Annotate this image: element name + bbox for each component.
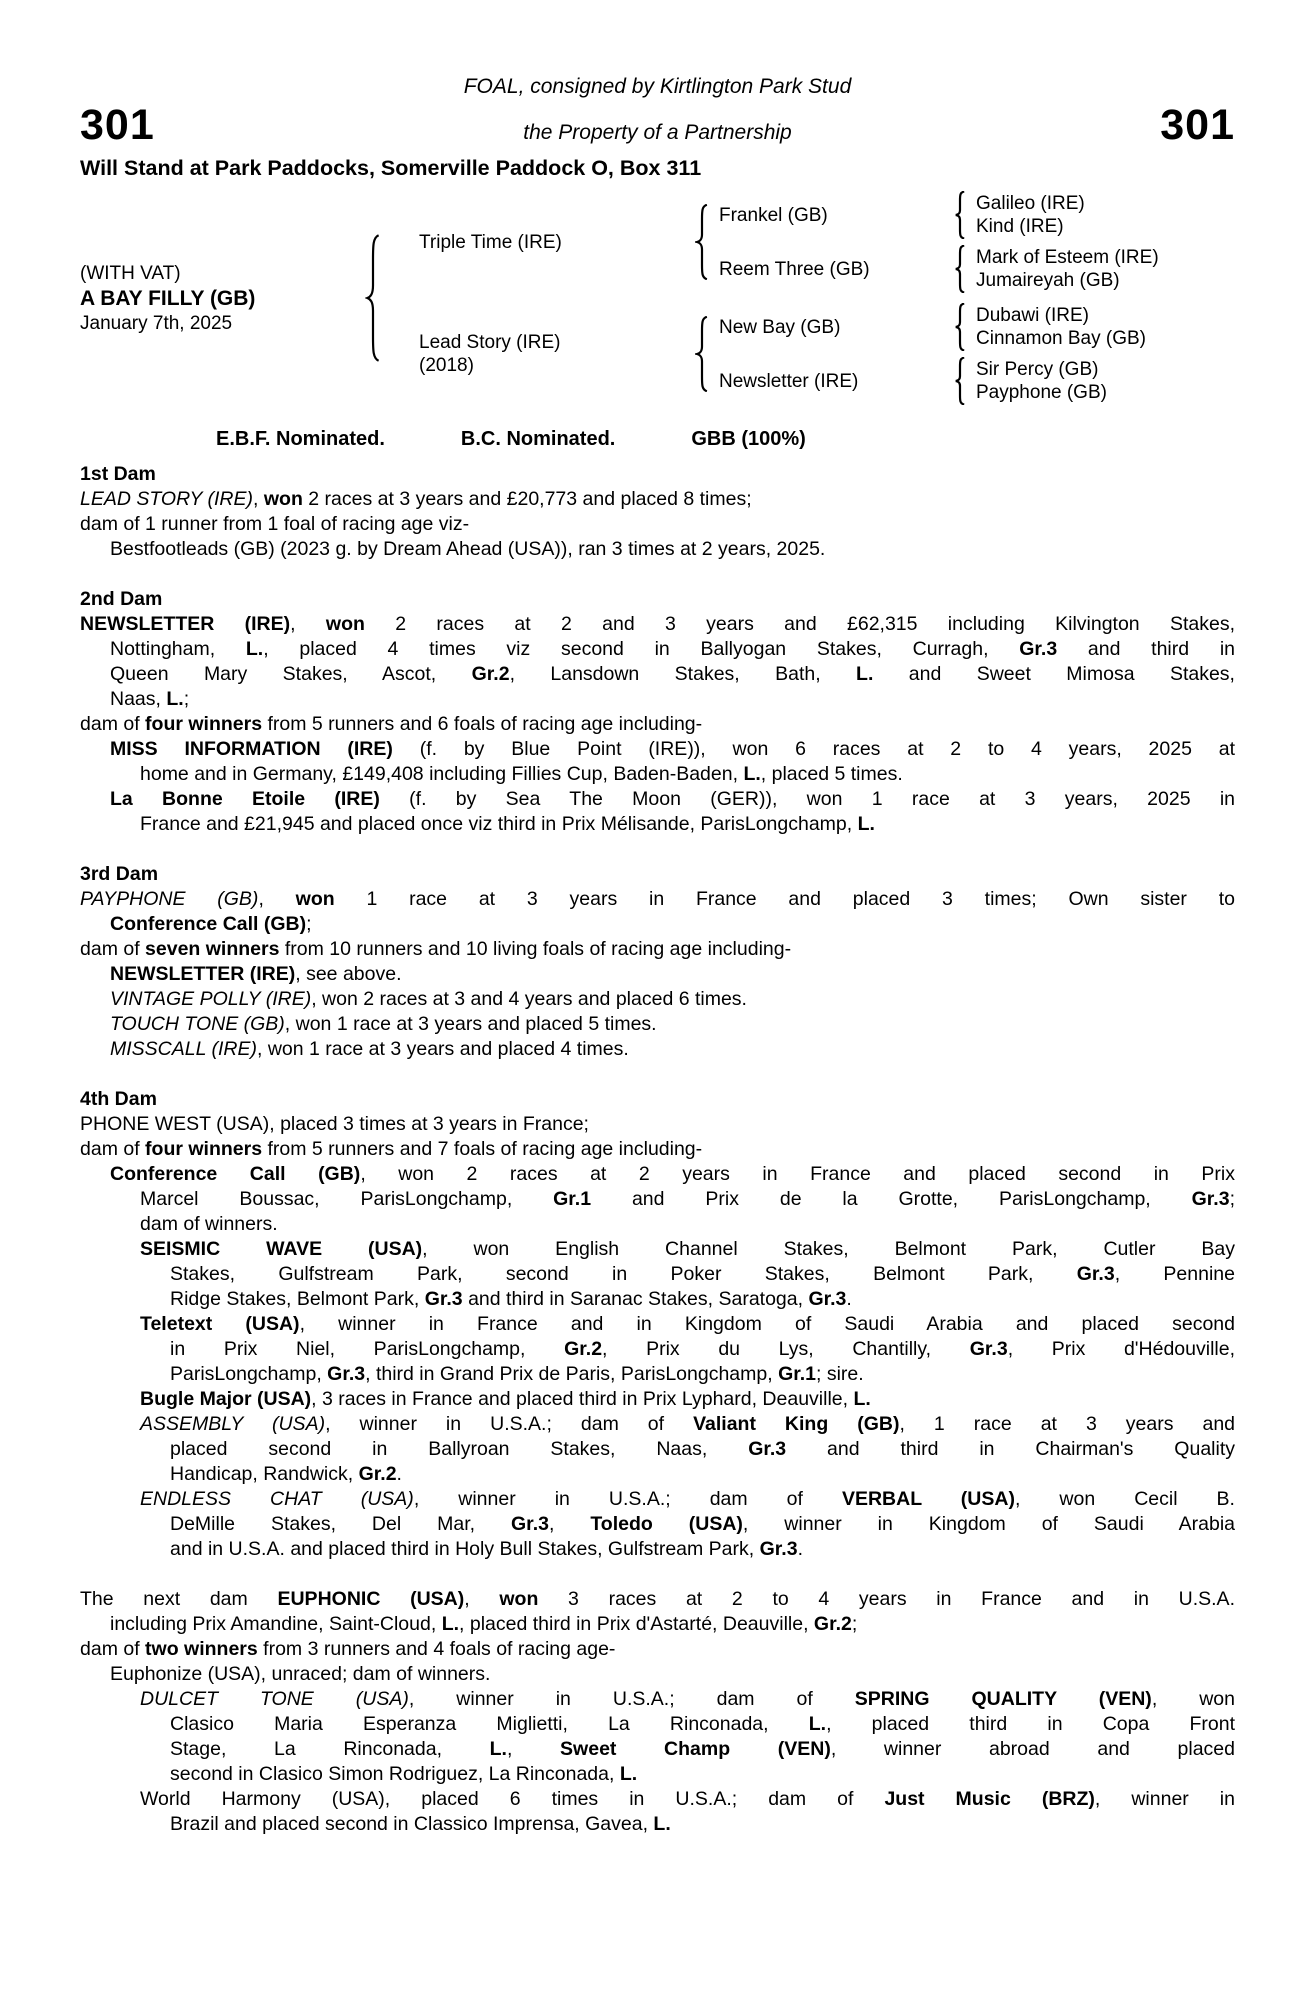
text-line [80, 1587, 1235, 1612]
brace-icon [695, 316, 709, 392]
text-line [80, 1312, 1235, 1337]
text-segment: La Bonne Etoile (IRE) [110, 788, 380, 810]
text-segment: Sweet Champ (VEN) [560, 1738, 831, 1760]
sire-name [395, 231, 695, 254]
text-segment: , see above. [295, 963, 402, 985]
vat-note: (WITH VAT) [80, 262, 181, 284]
text-segment: and third in Saranac Stakes, Saratoga, [462, 1288, 809, 1310]
text-segment: VINTAGE POLLY (IRE) [110, 988, 312, 1010]
text-segment: including Prix Amandine, Saint-Cloud, [110, 1613, 442, 1635]
text-line [80, 1762, 1235, 1787]
subject-horse-name: A BAY FILLY (GB) [80, 286, 256, 310]
text-segment: dam of [80, 713, 146, 735]
text-segment: , [506, 1738, 561, 1760]
ancestor-name: Kind (IRE) [976, 216, 1064, 237]
text-segment: Conference Call (GB) [110, 913, 307, 935]
text-segment: Marcel Boussac, ParisLongchamp, [140, 1188, 554, 1210]
text-segment: from 5 runners and 6 foals of racing age including- [262, 713, 703, 735]
text-segment: from 10 runners and 10 living foals of racing age including- [279, 938, 792, 960]
dam-dam-parents [976, 358, 1107, 404]
text-segment: , winner in U.S.A.; dam of [408, 1688, 855, 1710]
dam-dam-branch [719, 357, 1146, 405]
text-line [80, 1662, 1235, 1687]
brace-icon [365, 234, 381, 362]
text-segment: , [258, 888, 296, 910]
ancestor-name: Dubawi (IRE) [976, 305, 1089, 326]
text-line [80, 612, 1235, 637]
text-segment: two winners [145, 1638, 258, 1660]
gbb-label: GBB (100%) [691, 428, 806, 450]
section-heading: 2nd Dam [80, 588, 163, 610]
text-line [80, 1187, 1235, 1212]
ancestor-name: Payphone (GB) [976, 382, 1107, 403]
text-segment: dam of [80, 1138, 146, 1160]
text-line [80, 1112, 1235, 1137]
text-segment: L. [245, 638, 264, 660]
text-line [80, 962, 1235, 987]
text-segment: The next dam [80, 1588, 278, 1610]
text-segment: , won [1151, 1688, 1235, 1710]
text-segment: Teletext (USA) [140, 1313, 300, 1335]
text-line [80, 537, 1235, 562]
text-segment: Gr.3 [511, 1513, 549, 1535]
dam-name [395, 331, 695, 377]
sire-parents [719, 191, 1159, 293]
brace-icon [954, 191, 966, 239]
dam-parents [719, 303, 1146, 405]
text-segment: 3 races at 2 to 4 years in France and in U.S.A. [538, 1588, 1235, 1610]
text-segment: and third in Chairman's Quality [786, 1438, 1236, 1460]
dam-dam-name: Newsletter (IRE) [719, 370, 859, 392]
text-segment: home and in Germany, £149,408 including Fillies Cup, Baden-Baden, [140, 763, 744, 785]
bc-nominated-label: B.C. Nominated. [460, 428, 616, 450]
text-segment: L. [856, 663, 874, 685]
dam-sire-name: New Bay (GB) [719, 316, 841, 338]
text-segment: Gr.3 [808, 1288, 847, 1310]
sire-sire-name: Frankel (GB) [719, 204, 828, 226]
text-segment: in Prix Niel, ParisLongchamp, [170, 1338, 565, 1360]
text-line [80, 737, 1235, 762]
text-segment: from 5 runners and 7 foals of racing age including- [262, 1138, 703, 1160]
sire-branch [395, 191, 1159, 293]
text-segment: 2 races at 3 years and £20,773 and placed 8 times; [302, 488, 752, 510]
text-segment: , winner in Kingdom of Saudi Arabia [742, 1513, 1236, 1535]
consignor-line: FOAL, consigned by Kirtlington Park Stud [463, 75, 852, 98]
text-segment: from 3 runners and 4 foals of racing age- [257, 1638, 616, 1660]
text-segment: Gr.1 [778, 1363, 817, 1385]
text-segment: SEISMIC WAVE (USA) [140, 1238, 423, 1260]
text-segment: , [464, 1588, 500, 1610]
text-line [80, 487, 1235, 512]
text-segment: Bestfootleads (GB) (2023 g. by Dream Ahead (USA)), ran 3 times at 2 years, 2025. [110, 538, 826, 560]
text-line [80, 1362, 1235, 1387]
stand-location-line: Will Stand at Park Paddocks, Somerville Paddock O, Box 311 [80, 156, 702, 180]
text-line [80, 1687, 1235, 1712]
ancestor-name: Mark of Esteem (IRE) [976, 247, 1159, 268]
text-segment: , 3 races in France and placed third in Prix Lyphard, Deauville, [311, 1388, 854, 1410]
text-segment: , placed third in Copa Front [826, 1713, 1235, 1735]
dam-year-text: (2018) [419, 355, 474, 376]
text-segment: Gr.1 [553, 1188, 592, 1210]
text-line [80, 687, 1235, 712]
text-segment: Stakes, Gulfstream Park, second in Poker Stakes, Belmont Park, [170, 1263, 1077, 1285]
text-line [80, 1137, 1235, 1162]
text-line [80, 937, 1235, 962]
text-segment: , Prix du Lys, Chantilly, [602, 1338, 970, 1360]
text-segment: , winner in U.S.A.; dam of [413, 1488, 842, 1510]
ancestor-name: Sir Percy (GB) [976, 359, 1099, 380]
text-segment: France and £21,945 and placed once viz third in Prix Mélisande, ParisLongchamp, [140, 813, 858, 835]
text-segment: . [396, 1463, 402, 1485]
text-segment: L. [653, 1813, 671, 1835]
ebf-nominated-label: E.B.F. Nominated. [216, 428, 385, 450]
text-line [80, 1037, 1235, 1062]
text-segment: Gr.2 [813, 1613, 852, 1635]
brace-icon [954, 303, 966, 351]
dam-section [80, 1087, 1235, 1562]
text-segment: DULCET TONE (USA) [140, 1688, 409, 1710]
text-line [80, 762, 1235, 787]
text-segment: NEWSLETTER (IRE) [80, 613, 291, 635]
text-segment: Gr.3 [1019, 638, 1058, 660]
text-segment: . [846, 1288, 852, 1310]
text-segment: Brazil and placed second in Classico Imprensa, Gavea, [170, 1813, 654, 1835]
dam-section [80, 862, 1235, 1062]
text-segment: Valiant King (GB) [693, 1413, 900, 1435]
section-heading: 3rd Dam [80, 863, 159, 885]
lot-number-left: 301 [80, 101, 155, 149]
text-segment: ; [1229, 1188, 1235, 1210]
subject-foal-date: January 7th, 2025 [80, 312, 233, 334]
text-segment: L. [808, 1713, 827, 1735]
property-line: the Property of a Partnership [523, 121, 792, 144]
text-segment: MISS INFORMATION (IRE) [110, 738, 393, 760]
text-line [80, 1287, 1235, 1312]
text-segment: , won 2 races at 3 and 4 years and placed 6 times. [311, 988, 747, 1010]
text-segment: World Harmony (USA), placed 6 times in U.S.A.; dam of [140, 1788, 885, 1810]
dam-section [80, 462, 1235, 562]
text-segment: placed second in Ballyroan Stakes, Naas, [170, 1438, 749, 1460]
text-segment: won [263, 488, 303, 510]
text-segment: , [253, 488, 264, 510]
text-line [80, 512, 1235, 537]
ancestor-name: Jumaireyah (GB) [976, 270, 1120, 291]
text-segment: L. [489, 1738, 507, 1760]
text-line [80, 1462, 1235, 1487]
text-line [80, 1737, 1235, 1762]
text-segment: , Prix d'Hédouville, [1007, 1338, 1236, 1360]
dam-sire-parents [976, 304, 1146, 350]
text-segment: , Lansdown Stakes, Bath, [509, 663, 857, 685]
text-line [80, 1162, 1235, 1187]
text-segment: Bugle Major (USA) [140, 1388, 312, 1410]
text-line [80, 1487, 1235, 1512]
text-segment: , placed 5 times. [760, 763, 903, 785]
text-segment: , won Cecil B. [1014, 1488, 1235, 1510]
text-segment: TOUCH TONE (GB) [110, 1013, 285, 1035]
dam-sections [80, 462, 1235, 1837]
text-segment: , won 1 race at 3 years and placed 4 times. [257, 1038, 629, 1060]
text-segment: four winners [145, 713, 263, 735]
text-line [80, 1237, 1235, 1262]
text-segment: Handicap, Randwick, [170, 1463, 359, 1485]
lot-number-right: 301 [1160, 101, 1235, 149]
text-segment: PAYPHONE (GB) [80, 888, 259, 910]
ancestor-name: Galileo (IRE) [976, 193, 1085, 214]
text-line [80, 1512, 1235, 1537]
text-segment: , won 2 races at 2 years in France and placed second in Prix [360, 1163, 1235, 1185]
text-segment: L. [166, 688, 184, 710]
text-line [80, 712, 1235, 737]
text-segment: Gr.2 [358, 1463, 397, 1485]
text-line [80, 1412, 1235, 1437]
text-segment: MISSCALL (IRE) [110, 1038, 258, 1060]
text-segment: dam of 1 runner from 1 foal of racing age viz- [80, 513, 470, 535]
text-segment: Nottingham, [110, 638, 246, 660]
pedigree-tree [80, 191, 1235, 405]
text-segment: , winner in U.S.A.; dam of [325, 1413, 694, 1435]
text-segment: Euphonize (USA), unraced; dam of winners. [110, 1663, 491, 1685]
lot-header-row [80, 102, 1235, 148]
text-line [80, 662, 1235, 687]
text-segment: PHONE WEST (USA), placed 3 times at 3 years in France; [80, 1113, 589, 1135]
text-line [80, 1212, 1235, 1237]
text-segment: L. [857, 813, 875, 835]
text-segment: L. [743, 763, 761, 785]
text-segment: Stage, La Rinconada, [170, 1738, 490, 1760]
text-segment: SPRING QUALITY (VEN) [854, 1688, 1152, 1710]
text-segment: Ridge Stakes, Belmont Park, [170, 1288, 425, 1310]
brace-icon [695, 204, 709, 280]
text-segment: , placed 4 times viz second in Ballyogan Stakes, Curragh, [263, 638, 1020, 660]
text-segment: , winner abroad and placed [830, 1738, 1235, 1760]
text-segment: second in Clasico Simon Rodriguez, La Rinconada, [170, 1763, 620, 1785]
nominations-row [80, 427, 1235, 452]
text-line [80, 987, 1235, 1012]
text-line [80, 887, 1235, 912]
ancestor-name: Cinnamon Bay (GB) [976, 328, 1147, 349]
text-segment: ParisLongchamp, [170, 1363, 328, 1385]
text-segment: Gr.3 [748, 1438, 787, 1460]
dam-branch [395, 303, 1159, 405]
text-segment: Queen Mary Stakes, Ascot, [110, 663, 472, 685]
text-segment: ; [306, 913, 312, 935]
text-segment: , Pennine [1114, 1263, 1235, 1285]
text-segment: ; [851, 1613, 858, 1635]
text-segment: and in U.S.A. and placed third in Holy Bull Stakes, Gulfstream Park, [170, 1538, 760, 1560]
text-segment: ASSEMBLY (USA) [140, 1413, 326, 1435]
text-segment: Gr.3 [759, 1538, 798, 1560]
text-segment: L. [441, 1613, 460, 1635]
text-segment: Conference Call (GB) [110, 1163, 361, 1185]
text-line [80, 1437, 1235, 1462]
text-line [80, 1812, 1235, 1837]
text-line [80, 1612, 1235, 1637]
text-segment: ; sire. [816, 1363, 864, 1385]
text-segment: DeMille Stakes, Del Mar, [170, 1513, 512, 1535]
dam-section [80, 1587, 1235, 1837]
text-line [80, 812, 1235, 837]
text-segment: . [797, 1538, 803, 1560]
text-line [80, 1337, 1235, 1362]
text-segment: LEAD STORY (IRE) [80, 488, 254, 510]
text-segment: Clasico Maria Esperanza Miglietti, La Rinconada, [170, 1713, 809, 1735]
text-segment: (f. by Sea The Moon (GER)), won 1 race at 3 years, 2025 in [379, 788, 1236, 810]
text-segment: won [499, 1588, 539, 1610]
section-heading: 4th Dam [80, 1088, 157, 1110]
dam-name-text: Lead Story (IRE) [419, 332, 561, 353]
sire-sire-parents [976, 192, 1085, 238]
text-segment: , [290, 613, 326, 635]
text-line [80, 1012, 1235, 1037]
text-segment: Gr.3 [327, 1363, 366, 1385]
text-line [80, 1712, 1235, 1737]
text-segment: ENDLESS CHAT (USA) [140, 1488, 414, 1510]
text-segment: NEWSLETTER (IRE) [110, 963, 296, 985]
text-line [80, 1537, 1235, 1562]
text-segment: Gr.2 [564, 1338, 603, 1360]
text-line [80, 1262, 1235, 1287]
sire-name-text: Triple Time (IRE) [419, 231, 562, 253]
text-segment: ; [183, 688, 190, 710]
text-segment: seven winners [145, 938, 280, 960]
dam-section [80, 587, 1235, 837]
text-segment: , placed third in Prix d'Astarté, Deauville, [459, 1613, 814, 1635]
text-segment: won [325, 613, 365, 635]
sire-dam-parents [976, 246, 1159, 292]
text-segment: 1 race at 3 years in France and placed 3 times; Own sister to [334, 888, 1235, 910]
text-segment: , [548, 1513, 591, 1535]
section-heading: 1st Dam [80, 463, 156, 485]
sire-dam-name: Reem Three (GB) [719, 258, 870, 280]
text-segment: won [295, 888, 335, 910]
text-segment: Gr.3 [1076, 1263, 1115, 1285]
text-segment: (f. by Blue Point (IRE)), won 6 races at 2 to 4 years, 2025 at [392, 738, 1235, 760]
text-segment: and Sweet Mimosa Stakes, [873, 663, 1235, 685]
sire-dam-branch [719, 245, 1159, 293]
text-line [80, 787, 1235, 812]
text-segment: Gr.3 [424, 1288, 463, 1310]
text-segment: dam of [80, 1638, 146, 1660]
text-segment: L. [853, 1388, 871, 1410]
text-segment: , third in Grand Prix de Paris, ParisLongchamp, [365, 1363, 779, 1385]
text-segment: four winners [145, 1138, 263, 1160]
text-segment: and third in [1057, 638, 1235, 660]
text-segment: Toledo (USA) [590, 1513, 743, 1535]
text-segment: , won English Channel Stakes, Belmont Park, Cutler Bay [422, 1238, 1235, 1260]
pedigree-generations [395, 191, 1159, 405]
text-segment: , winner in France and in Kingdom of Saudi Arabia and placed second [299, 1313, 1235, 1335]
brace-icon [954, 357, 966, 405]
text-segment: and Prix de la Grotte, ParisLongchamp, [591, 1188, 1192, 1210]
text-segment: 2 races at 2 and 3 years and £62,315 including Kilvington Stakes, [364, 613, 1236, 635]
text-line [80, 637, 1235, 662]
dam-sire-branch [719, 303, 1146, 351]
text-segment: Gr.2 [471, 663, 510, 685]
text-line [80, 912, 1235, 937]
text-segment: VERBAL (USA) [841, 1488, 1015, 1510]
text-segment: Just Music (BRZ) [884, 1788, 1095, 1810]
brace-icon [954, 245, 966, 293]
text-segment: , won 1 race at 3 years and placed 5 times. [284, 1013, 657, 1035]
text-segment: EUPHONIC (USA) [277, 1588, 465, 1610]
text-segment: Gr.3 [1191, 1188, 1230, 1210]
text-line [80, 1637, 1235, 1662]
pedigree-subject [80, 261, 365, 336]
sire-sire-branch [719, 191, 1159, 239]
text-segment: , winner in [1094, 1788, 1235, 1810]
text-line [80, 1387, 1235, 1412]
text-segment: L. [619, 1763, 638, 1785]
text-segment: Gr.3 [969, 1338, 1008, 1360]
text-line [80, 1787, 1235, 1812]
text-segment: dam of winners. [140, 1213, 278, 1235]
text-segment: Naas, [110, 688, 167, 710]
text-segment: dam of [80, 938, 146, 960]
text-segment: , 1 race at 3 years and [899, 1413, 1236, 1435]
